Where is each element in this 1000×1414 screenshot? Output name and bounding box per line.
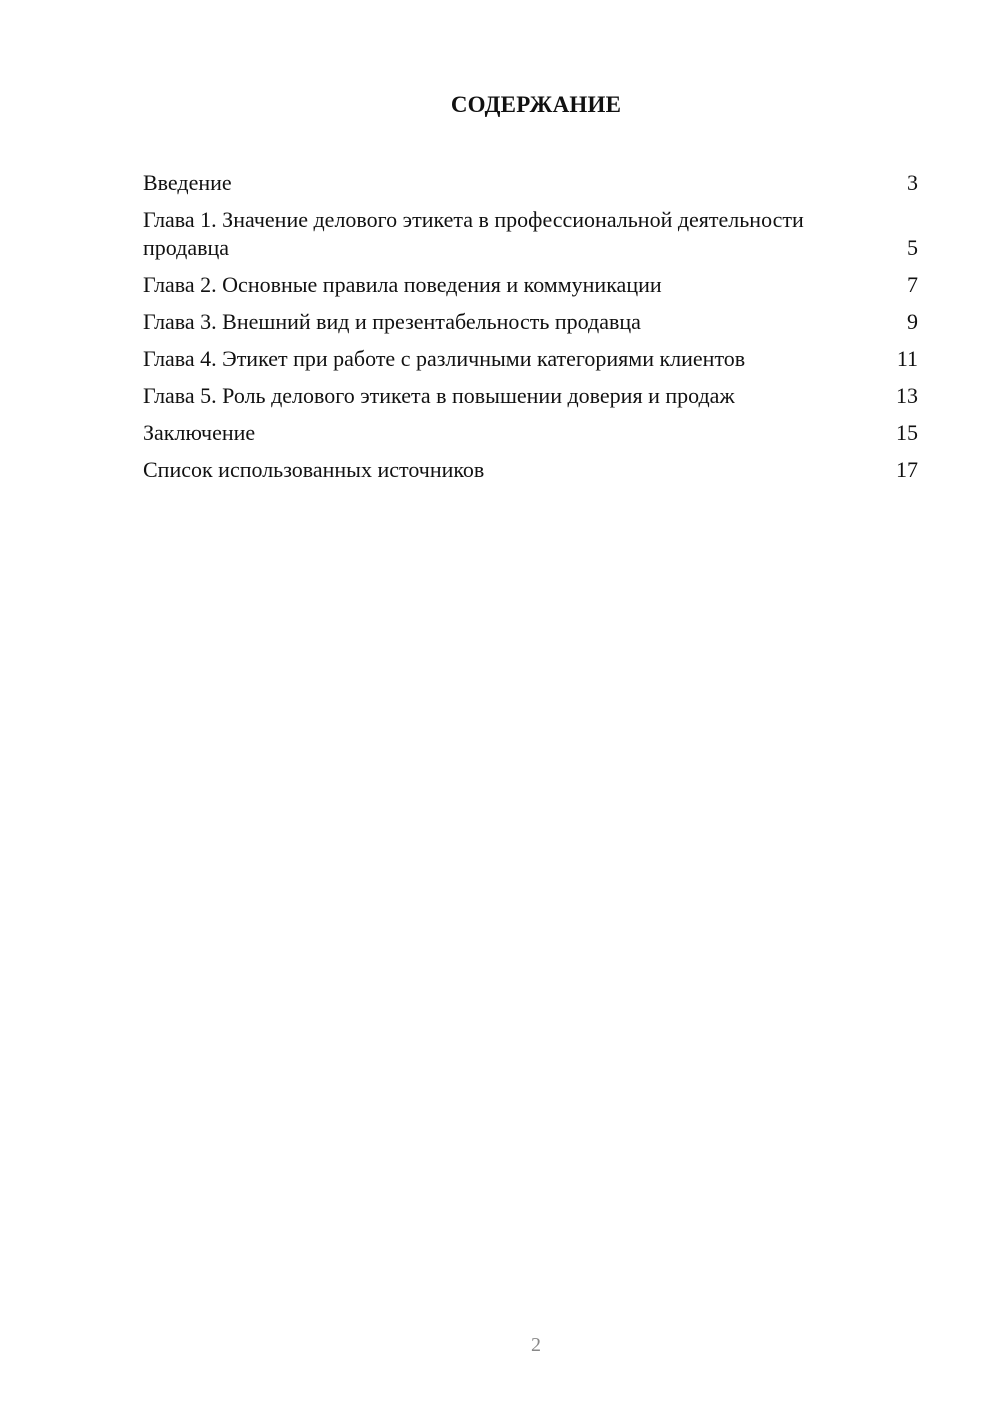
toc-entry-title: Введение (143, 170, 232, 195)
toc-entry-title: Глава 4. Этикет при работе с различными категориями клиентов (143, 346, 746, 371)
page-title: СОДЕРЖАНИЕ (450, 92, 622, 117)
toc-entry-title: Глава 2. Основные правила поведения и коммуникации (143, 272, 662, 297)
toc-entry-title: Глава 3. Внешний вид и презентабельность продавца (143, 309, 641, 334)
toc-entry-title: Глава 1. Значение делового этикета в профессиональной деятельности продавца (143, 207, 804, 260)
toc-entry-page: 7 (907, 272, 918, 297)
toc-entry-page: 5 (907, 235, 918, 260)
page-number: 2 (531, 1334, 541, 1356)
toc-entry-chapter-3 (143, 308, 918, 336)
toc-entry-chapter-5 (143, 382, 918, 410)
toc-entry-introduction (143, 169, 918, 197)
toc-entry-page: 9 (907, 309, 918, 334)
toc-entry-title: Список использованных источников (143, 457, 485, 482)
table-of-contents (143, 169, 918, 493)
toc-entry-page: 15 (896, 420, 918, 445)
toc-entry-title: Глава 5. Роль делового этикета в повышении доверия и продаж (143, 383, 735, 408)
toc-entry-page: 17 (896, 457, 918, 482)
toc-entry-page: 3 (907, 170, 918, 195)
toc-entry-page: 11 (896, 346, 918, 371)
toc-entry-references (143, 456, 918, 484)
toc-entry-chapter-1 (143, 206, 918, 262)
toc-entry-page: 13 (896, 383, 918, 408)
toc-entry-conclusion (143, 419, 918, 447)
toc-entry-chapter-4 (143, 345, 918, 373)
toc-entry-title: Заключение (143, 420, 256, 445)
toc-entry-chapter-2 (143, 271, 918, 299)
